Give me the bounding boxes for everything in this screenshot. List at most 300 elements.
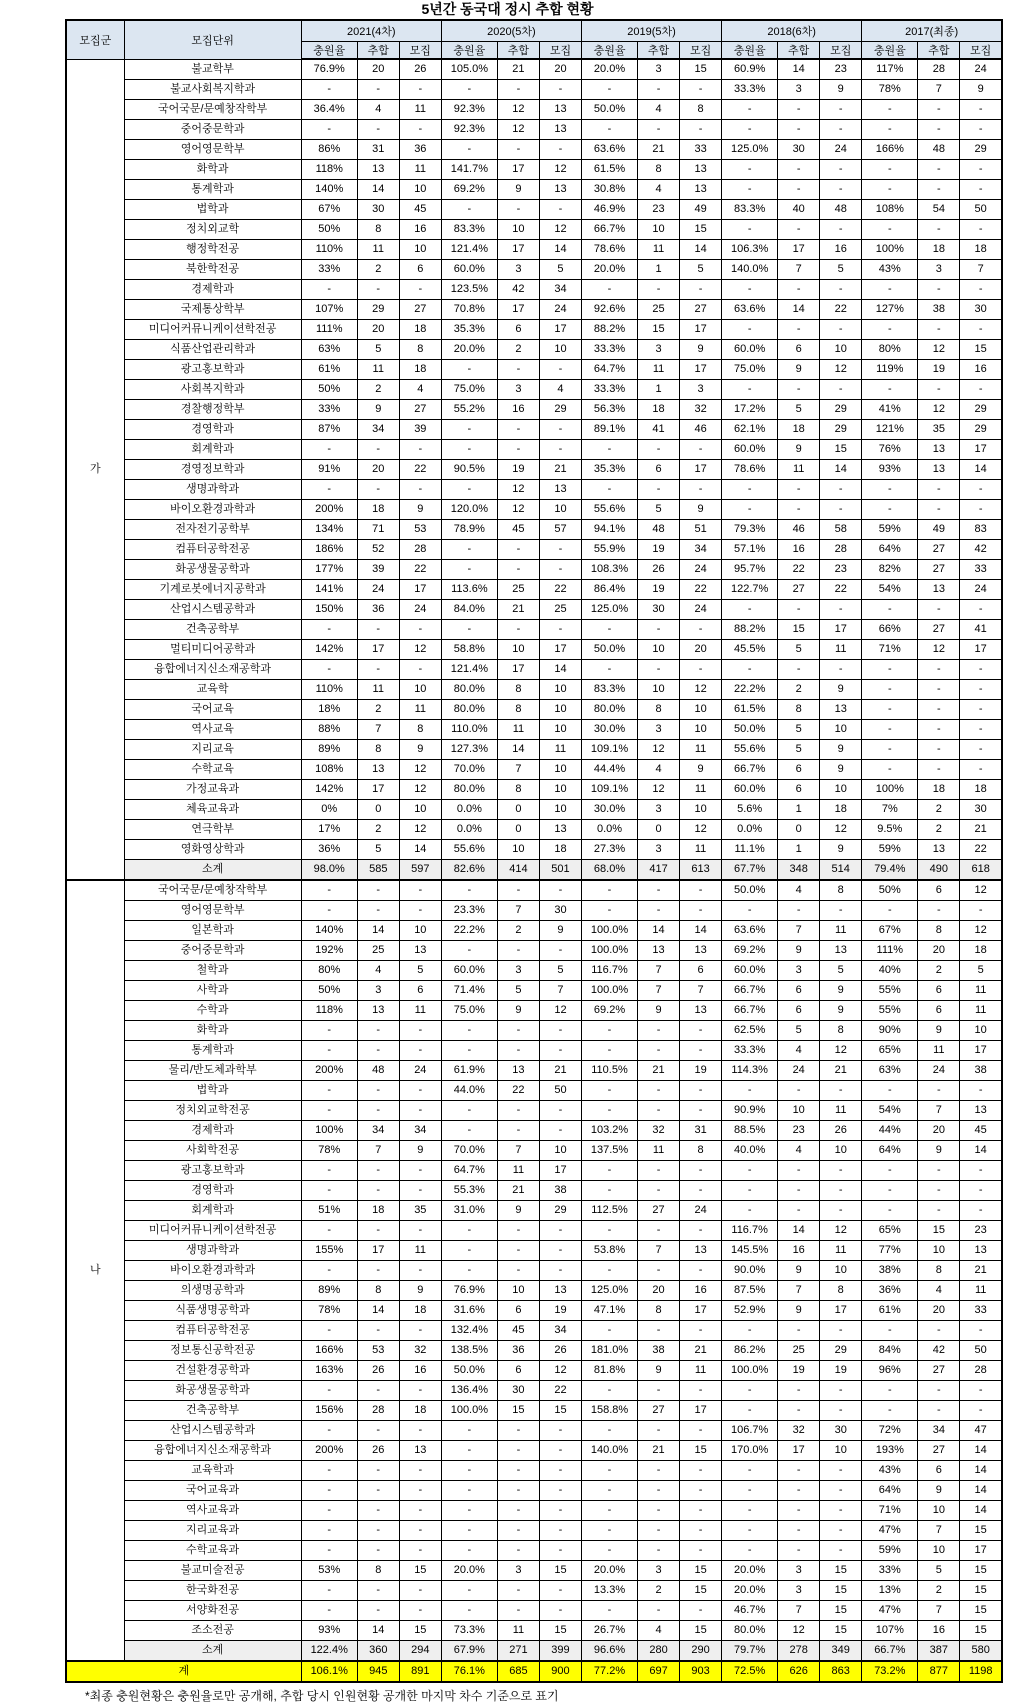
value-cell: 7 <box>960 260 1002 280</box>
value-cell: 9 <box>357 400 399 420</box>
table-row <box>66 640 1002 660</box>
value-cell: 13% <box>862 1581 918 1601</box>
value-cell: 13 <box>820 941 862 961</box>
value-cell: - <box>441 200 497 220</box>
value-cell: 4 <box>778 1141 820 1161</box>
value-cell: 21 <box>638 140 680 160</box>
value-cell: 8 <box>680 100 722 120</box>
value-cell: 2 <box>357 820 399 840</box>
value-cell: 3 <box>778 1581 820 1601</box>
value-cell: - <box>399 1221 441 1241</box>
value-cell: 78.9% <box>441 520 497 540</box>
value-cell: 83.3% <box>441 220 497 240</box>
value-cell: - <box>862 680 918 700</box>
value-cell: 48 <box>820 200 862 220</box>
value-cell: - <box>638 1601 680 1621</box>
table-row <box>66 420 1002 440</box>
value-cell: - <box>357 1221 399 1241</box>
value-cell: - <box>778 220 820 240</box>
value-cell: - <box>778 180 820 200</box>
value-cell: 5 <box>357 840 399 860</box>
unit-cell: 서양화전공 <box>124 1601 301 1621</box>
value-cell: 24 <box>680 560 722 580</box>
value-cell: - <box>638 1161 680 1181</box>
value-cell: 38 <box>539 1181 581 1201</box>
value-cell: - <box>680 1481 722 1501</box>
value-cell: 170.0% <box>722 1441 778 1461</box>
value-cell: - <box>357 1541 399 1561</box>
value-cell: 891 <box>399 1661 441 1682</box>
value-cell: 73.2% <box>862 1661 918 1682</box>
table-row <box>66 400 1002 420</box>
value-cell: - <box>539 1501 581 1521</box>
footnote: *최종 충원현황은 충원율로만 공개해, 추합 당시 인원현황 공개한 마지막 차수 기준으로 표기 <box>85 1689 559 1703</box>
value-cell: 28 <box>820 540 862 560</box>
value-cell: 7 <box>638 1241 680 1261</box>
value-cell: - <box>638 1321 680 1341</box>
value-cell: - <box>722 500 778 520</box>
value-cell: 6 <box>680 961 722 981</box>
value-cell: 15 <box>539 1621 581 1641</box>
value-cell: 349 <box>820 1641 862 1662</box>
value-cell: 18 <box>539 840 581 860</box>
value-cell: - <box>820 660 862 680</box>
unit-cell: 컴퓨터공학전공 <box>124 1321 301 1341</box>
value-cell: 13 <box>638 941 680 961</box>
value-cell: 10 <box>497 220 539 240</box>
value-cell: 145.5% <box>722 1241 778 1261</box>
value-cell: 88.5% <box>722 1121 778 1141</box>
subtotal-row <box>66 1641 1002 1662</box>
value-cell: - <box>441 80 497 100</box>
value-cell: - <box>581 1381 637 1401</box>
value-cell: 26 <box>539 1341 581 1361</box>
value-cell: - <box>301 1321 357 1341</box>
value-cell: - <box>778 480 820 500</box>
value-cell: 53.8% <box>581 1241 637 1261</box>
value-cell: 72% <box>862 1421 918 1441</box>
value-cell: 46.7% <box>722 1601 778 1621</box>
value-cell: - <box>539 941 581 961</box>
value-cell: - <box>862 500 918 520</box>
value-cell: 8 <box>357 220 399 240</box>
value-cell: 32 <box>680 400 722 420</box>
value-cell: 11 <box>497 1161 539 1181</box>
value-cell: - <box>497 1481 539 1501</box>
value-cell: 17 <box>497 660 539 680</box>
value-cell: 12 <box>399 640 441 660</box>
value-cell: - <box>778 1321 820 1341</box>
value-cell: - <box>960 480 1002 500</box>
value-cell: 55% <box>862 981 918 1001</box>
value-cell: 10 <box>399 800 441 820</box>
value-cell: 36.4% <box>301 100 357 120</box>
value-cell: 50 <box>960 1341 1002 1361</box>
value-cell: - <box>960 1081 1002 1101</box>
value-cell: 29 <box>960 400 1002 420</box>
unit-cell: 영어영문학부 <box>124 901 301 921</box>
value-cell: - <box>918 680 960 700</box>
value-cell: 34 <box>357 420 399 440</box>
value-cell: 52 <box>357 540 399 560</box>
value-cell: 67.9% <box>441 1641 497 1662</box>
value-cell: 20 <box>918 941 960 961</box>
metric-header: 추합 <box>778 41 820 59</box>
value-cell: 137.5% <box>581 1141 637 1161</box>
table-row <box>66 921 1002 941</box>
value-cell: - <box>441 1601 497 1621</box>
value-cell: - <box>862 660 918 680</box>
value-cell: 7 <box>918 1521 960 1541</box>
value-cell: 8 <box>357 1561 399 1581</box>
value-cell: - <box>778 320 820 340</box>
value-cell: - <box>539 620 581 640</box>
value-cell: - <box>399 1421 441 1441</box>
value-cell: - <box>399 1461 441 1481</box>
value-cell: 83 <box>960 520 1002 540</box>
value-cell: - <box>778 1481 820 1501</box>
unit-cell: 멀티미디어공학과 <box>124 640 301 660</box>
unit-cell: 화학과 <box>124 1021 301 1041</box>
value-cell: - <box>820 380 862 400</box>
value-cell: 18 <box>399 360 441 380</box>
value-cell: - <box>301 120 357 140</box>
value-cell: 13 <box>680 160 722 180</box>
value-cell: - <box>581 1481 637 1501</box>
value-cell: 43% <box>862 1461 918 1481</box>
value-cell: 106.3% <box>722 240 778 260</box>
value-cell: 33 <box>960 560 1002 580</box>
value-cell: 35 <box>399 1201 441 1221</box>
value-cell: 19 <box>918 360 960 380</box>
value-cell: - <box>539 1461 581 1481</box>
value-cell: - <box>862 1381 918 1401</box>
value-cell: 17 <box>960 1541 1002 1561</box>
value-cell: - <box>399 1021 441 1041</box>
value-cell: - <box>581 80 637 100</box>
value-cell: 28 <box>357 1401 399 1421</box>
value-cell: 93% <box>862 460 918 480</box>
value-cell: 9 <box>399 1281 441 1301</box>
value-cell: 10 <box>497 840 539 860</box>
value-cell: 53 <box>357 1341 399 1361</box>
value-cell: 11 <box>497 1621 539 1641</box>
value-cell: 181.0% <box>581 1341 637 1361</box>
value-cell: 12 <box>918 640 960 660</box>
value-cell: 11 <box>680 740 722 760</box>
value-cell: 119% <box>862 360 918 380</box>
value-cell: - <box>722 1081 778 1101</box>
value-cell: 11 <box>820 1101 862 1121</box>
value-cell: 11 <box>638 240 680 260</box>
table-row <box>66 1261 1002 1281</box>
value-cell: 626 <box>778 1661 820 1682</box>
value-cell: 158.8% <box>581 1401 637 1421</box>
value-cell: 10 <box>539 340 581 360</box>
value-cell: - <box>680 620 722 640</box>
table-row <box>66 1301 1002 1321</box>
value-cell: 14 <box>680 921 722 941</box>
value-cell: - <box>581 1461 637 1481</box>
unit-cell: 영어영문학부 <box>124 140 301 160</box>
value-cell: - <box>820 100 862 120</box>
value-cell: - <box>301 660 357 680</box>
value-cell: - <box>399 1261 441 1281</box>
value-cell: 100.0% <box>581 981 637 1001</box>
value-cell: - <box>539 1261 581 1281</box>
table-row <box>66 1221 1002 1241</box>
value-cell: 31.6% <box>441 1301 497 1321</box>
value-cell: - <box>820 160 862 180</box>
value-cell: 10 <box>638 640 680 660</box>
value-cell: 10 <box>399 180 441 200</box>
value-cell: 7 <box>539 981 581 1001</box>
value-cell: - <box>301 1461 357 1481</box>
value-cell: 18 <box>778 420 820 440</box>
value-cell: 3 <box>638 340 680 360</box>
value-cell: - <box>441 1441 497 1461</box>
unit-cell: 의생명공학과 <box>124 1281 301 1301</box>
value-cell: 33 <box>680 140 722 160</box>
value-cell: - <box>399 1581 441 1601</box>
value-cell: 40% <box>862 961 918 981</box>
value-cell: 33% <box>301 260 357 280</box>
value-cell: 12 <box>497 100 539 120</box>
value-cell: 17 <box>680 360 722 380</box>
unit-cell: 불교미술전공 <box>124 1561 301 1581</box>
value-cell: 13 <box>960 1241 1002 1261</box>
value-cell: 4 <box>357 100 399 120</box>
value-cell: - <box>820 1161 862 1181</box>
unit-cell: 바이오환경과학과 <box>124 500 301 520</box>
value-cell: 2 <box>497 921 539 941</box>
unit-cell: 사회복지학과 <box>124 380 301 400</box>
value-cell: 14 <box>357 1621 399 1641</box>
value-cell: 42 <box>497 280 539 300</box>
value-cell: 32 <box>638 1121 680 1141</box>
unit-cell: 융합에너지신소재공학과 <box>124 1441 301 1461</box>
value-cell: 10 <box>539 1141 581 1161</box>
value-cell: 18 <box>820 800 862 820</box>
value-cell: - <box>581 1601 637 1621</box>
value-cell: 12 <box>539 1361 581 1381</box>
value-cell: 15 <box>680 59 722 80</box>
unit-cell: 일본학과 <box>124 921 301 941</box>
value-cell: 8 <box>357 1281 399 1301</box>
value-cell: - <box>960 500 1002 520</box>
value-cell: 10 <box>960 1021 1002 1041</box>
table-row <box>66 720 1002 740</box>
value-cell: - <box>399 1521 441 1541</box>
value-cell: - <box>441 360 497 380</box>
value-cell: 8 <box>357 740 399 760</box>
value-cell: 13 <box>399 1441 441 1461</box>
unit-cell: 미디어커뮤니케이션학전공 <box>124 1221 301 1241</box>
value-cell: 25 <box>357 941 399 961</box>
value-cell: 5 <box>680 260 722 280</box>
value-cell: 64.7% <box>581 360 637 380</box>
table-row <box>66 1541 1002 1561</box>
value-cell: - <box>862 1201 918 1221</box>
value-cell: 22 <box>539 580 581 600</box>
value-cell: 10 <box>680 700 722 720</box>
value-cell: 90.9% <box>722 1101 778 1121</box>
value-cell: 26 <box>820 1121 862 1141</box>
value-cell: 9 <box>960 80 1002 100</box>
value-cell: 2 <box>638 1581 680 1601</box>
value-cell: 142% <box>301 780 357 800</box>
metric-header: 모집 <box>960 41 1002 59</box>
value-cell: - <box>722 1381 778 1401</box>
value-cell: 15 <box>960 340 1002 360</box>
value-cell: - <box>638 1381 680 1401</box>
value-cell: 61% <box>301 360 357 380</box>
value-cell: - <box>301 1041 357 1061</box>
value-cell: - <box>539 1021 581 1041</box>
value-cell: 9 <box>820 840 862 860</box>
value-cell: 7 <box>778 1281 820 1301</box>
value-cell: - <box>539 360 581 380</box>
value-cell: 10 <box>820 1261 862 1281</box>
value-cell: - <box>638 1461 680 1481</box>
value-cell: - <box>497 1221 539 1241</box>
value-cell: 4 <box>918 1281 960 1301</box>
value-cell: 106.7% <box>722 1421 778 1441</box>
value-cell: 7 <box>918 1601 960 1621</box>
value-cell: 41 <box>638 420 680 440</box>
value-cell: - <box>638 1021 680 1041</box>
value-cell: 585 <box>357 860 399 881</box>
value-cell: 13 <box>399 941 441 961</box>
value-cell: 16 <box>918 1621 960 1641</box>
value-cell: - <box>441 1261 497 1281</box>
value-cell: 18 <box>960 240 1002 260</box>
value-cell: - <box>581 440 637 460</box>
value-cell: 10 <box>680 800 722 820</box>
value-cell: 30 <box>820 1421 862 1441</box>
value-cell: - <box>497 1461 539 1481</box>
value-cell: 82% <box>862 560 918 580</box>
value-cell: - <box>820 1461 862 1481</box>
value-cell: 4 <box>638 180 680 200</box>
value-cell: 5 <box>778 720 820 740</box>
value-cell: 10 <box>820 720 862 740</box>
value-cell: 13 <box>680 1001 722 1021</box>
value-cell: 2 <box>357 380 399 400</box>
value-cell: 14 <box>638 921 680 941</box>
value-cell: 50.0% <box>581 640 637 660</box>
value-cell: 0 <box>497 800 539 820</box>
value-cell: 7 <box>638 981 680 1001</box>
table-row <box>66 1141 1002 1161</box>
value-cell: 10 <box>820 340 862 360</box>
value-cell: - <box>918 720 960 740</box>
value-cell: 18 <box>399 1301 441 1321</box>
unit-cell: 산업시스템공학과 <box>124 1421 301 1441</box>
value-cell: 877 <box>918 1661 960 1682</box>
value-cell: - <box>918 700 960 720</box>
value-cell: 12 <box>539 160 581 180</box>
value-cell: 13 <box>918 840 960 860</box>
value-cell: - <box>862 280 918 300</box>
value-cell: 9 <box>497 1001 539 1021</box>
value-cell: - <box>722 380 778 400</box>
unit-cell: 중어중문학과 <box>124 120 301 140</box>
value-cell: 72.5% <box>722 1661 778 1682</box>
value-cell: - <box>301 880 357 901</box>
value-cell: - <box>862 1181 918 1201</box>
unit-cell: 역사교육과 <box>124 1501 301 1521</box>
value-cell: 78.6% <box>581 240 637 260</box>
value-cell: 17 <box>539 1161 581 1181</box>
value-cell: 57.1% <box>722 540 778 560</box>
value-cell: 44.0% <box>441 1081 497 1101</box>
value-cell: - <box>722 1481 778 1501</box>
value-cell: 123.5% <box>441 280 497 300</box>
value-cell: 46 <box>778 520 820 540</box>
value-cell: 10 <box>539 760 581 780</box>
value-cell: 41% <box>862 400 918 420</box>
value-cell: 20.0% <box>581 59 637 80</box>
value-cell: 9 <box>820 680 862 700</box>
value-cell: 19 <box>820 1361 862 1381</box>
value-cell: - <box>918 660 960 680</box>
value-cell: - <box>778 1541 820 1561</box>
value-cell: 10 <box>539 800 581 820</box>
value-cell: 30 <box>497 1381 539 1401</box>
value-cell: 61.5% <box>581 160 637 180</box>
value-cell: 11 <box>497 720 539 740</box>
value-cell: 92.3% <box>441 100 497 120</box>
value-cell: 490 <box>918 860 960 881</box>
value-cell: 22 <box>680 580 722 600</box>
value-cell: 46 <box>680 420 722 440</box>
value-cell: 15 <box>399 1621 441 1641</box>
value-cell: 22 <box>539 1381 581 1401</box>
value-cell: 20 <box>357 320 399 340</box>
value-cell: 70.8% <box>441 300 497 320</box>
value-cell: 16 <box>680 1281 722 1301</box>
value-cell: 24 <box>539 300 581 320</box>
value-cell: 13 <box>820 700 862 720</box>
value-cell: - <box>497 620 539 640</box>
table-row <box>66 440 1002 460</box>
value-cell: - <box>820 1521 862 1541</box>
value-cell: - <box>581 1041 637 1061</box>
value-cell: 1 <box>778 840 820 860</box>
value-cell: 9 <box>778 1301 820 1321</box>
value-cell: 39 <box>357 560 399 580</box>
value-cell: - <box>539 540 581 560</box>
value-cell: 9 <box>778 440 820 460</box>
table-row <box>66 1201 1002 1221</box>
value-cell: 9 <box>820 1001 862 1021</box>
table-row <box>66 100 1002 120</box>
value-cell: 86.2% <box>722 1341 778 1361</box>
unit-cell: 국어국문/문예창작학부 <box>124 880 301 901</box>
value-cell: - <box>680 880 722 901</box>
value-cell: 75.0% <box>722 360 778 380</box>
metric-header: 모집 <box>539 41 581 59</box>
value-cell: 38% <box>862 1261 918 1281</box>
value-cell: 15 <box>820 1601 862 1621</box>
value-cell: 20 <box>357 460 399 480</box>
value-cell: 87% <box>301 420 357 440</box>
value-cell: - <box>960 320 1002 340</box>
value-cell: 5 <box>960 961 1002 981</box>
table-row <box>66 800 1002 820</box>
value-cell: 10 <box>778 1101 820 1121</box>
